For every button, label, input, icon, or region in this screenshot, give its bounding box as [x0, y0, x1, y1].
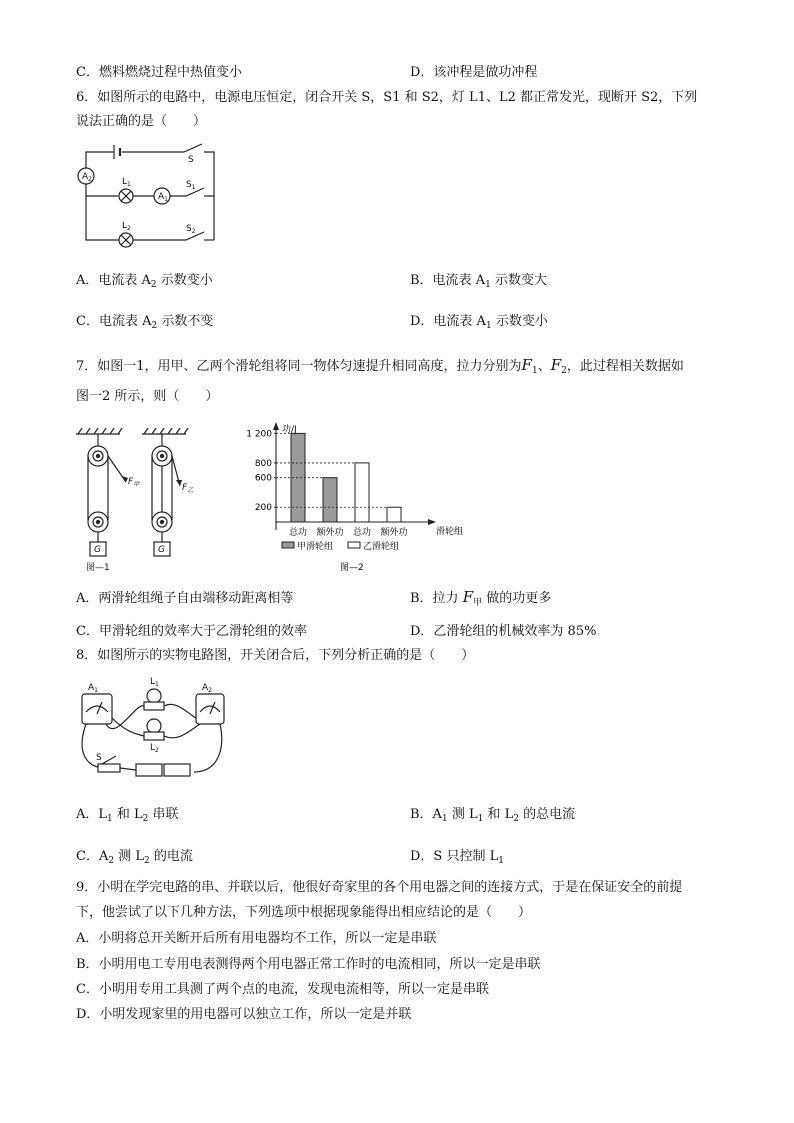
q6-fig-a1-label: $A_1$ [158, 192, 168, 203]
q8-stem: 8．如图所示的实物电路图，开关闭合后，下列分析正确的是（ ） [76, 648, 475, 663]
q6-option-a: A．电流表 $A_2$ 示数变小 [76, 273, 213, 290]
q6-stem-line2: 说法正确的是（ ） [76, 114, 207, 129]
chart-legend-swatch [348, 542, 360, 548]
chart-ytick-label: 1 200 [246, 429, 272, 440]
chart-legend-swatch [282, 542, 294, 548]
q5-option-c: C．燃料燃烧过程中热值变小 [76, 65, 242, 80]
chart-category-label: 额外功 [380, 528, 408, 538]
q8-fig-s-label: S [96, 753, 102, 763]
q6-fig-s1-label: $S_1$ [186, 180, 196, 191]
chart-category-label: 总功 [352, 528, 372, 538]
chart-legend-label: 甲滑轮组 [297, 542, 334, 552]
chart-xlabel: 滑轮组 [436, 527, 464, 537]
q8-option-a: A．$L_1$ 和 $L_2$ 串联 [76, 807, 179, 824]
chart-legend-label: 乙滑轮组 [363, 542, 400, 552]
q7-option-d: D．乙滑轮组的机械效率为 85% [410, 624, 597, 639]
q6-option-d: D．电流表 $A_1$ 示数变小 [410, 314, 548, 331]
q8-option-d: D．S 只控制 $L_1$ [410, 849, 504, 866]
q8-option-b: B．$A_1$ 测 $L_1$ 和 $L_2$ 的总电流 [410, 807, 576, 824]
q9-option-a: A．小明将总开关断开后所有用电器均不工作，所以一定是串联 [76, 931, 437, 946]
q5-option-d: D．该冲程是做功冲程 [410, 65, 538, 80]
chart-ytick-label: 200 [254, 503, 272, 514]
q7-pulley-figure [76, 424, 216, 574]
q6-circuit-diagram [76, 140, 226, 248]
chart-ytick-label: 600 [254, 473, 272, 484]
chart-bar [387, 507, 401, 522]
q8-fig-l2-label: $L_2$ [150, 743, 159, 754]
q6-option-b: B．电流表 $A_1$ 示数变大 [410, 273, 547, 290]
q6-fig-l2-label: $L_2$ [122, 221, 131, 232]
q7-work-bar-chart [236, 418, 486, 578]
q8-physical-circuit-figure [76, 672, 226, 784]
q6-fig-l1-label: $L_1$ [122, 177, 131, 188]
q6-fig-s2-label: $S_2$ [186, 224, 196, 235]
q9-stem-line1: 9．小明在学完电路的串、并联以后，他很好奇家里的各个用电器之间的连接方式，于是在保证安全的前提 [76, 880, 683, 895]
q9-option-b: B．小明用电工专用电表测得两个用电器正常工作时的电流相同，所以一定是串联 [76, 957, 541, 972]
q7-option-c: C．甲滑轮组的效率大于乙滑轮组的效率 [76, 624, 307, 639]
q8-fig-a1-label: $A_1$ [88, 683, 98, 694]
chart-ytick-label: 800 [254, 458, 272, 469]
q7-stem-line2: 图一2 所示，则（ ） [76, 389, 219, 404]
chart-bar [355, 463, 369, 522]
q8-option-c: C．$A_2$ 测 $L_2$ 的电流 [76, 849, 193, 866]
q7-fig-fjia-label: $F_甲$ [128, 477, 140, 488]
q6-fig-a2-label: $A_2$ [82, 172, 92, 183]
q8-fig-a2-label: $A_2$ [202, 683, 212, 694]
chart-ylabel: 功/J [282, 425, 297, 435]
q6-stem-line1: 6．如图所示的电路中，电源电压恒定，闭合开关 S，S1 和 S2，灯 L1、L2 都正常发光，现断开 S2，下列 [76, 90, 698, 105]
chart-caption: 图—2 [340, 563, 364, 573]
q7-fig1-caption: 图—1 [86, 563, 110, 573]
q9-option-c: C．小明用专用工具测了两个点的电流，发现电流相等，所以一定是串联 [76, 982, 489, 997]
q9-option-d: D．小明发现家里的用电器可以独立工作，所以一定是并联 [76, 1007, 412, 1022]
chart-category-label: 总功 [288, 528, 308, 538]
q7-fig-g1-label: G [94, 545, 101, 555]
q7-fig-fyi-label: $F_乙$ [182, 483, 194, 494]
chart-category-label: 额外功 [316, 528, 344, 538]
chart-bar [323, 478, 337, 522]
q6-fig-s-label: S [188, 155, 194, 165]
q9-stem-line2: 下，他尝试了以下几种方法，下列选项中根据现象能得出相应结论的是（ ） [76, 905, 532, 920]
q7-fig-g2-label: G [158, 545, 165, 555]
q7-stem-line1: 7．如图一1，用甲、乙两个滑轮组将同一物体匀速提升相同高度，拉力分别为$F_1$、$F_2$，此过程相关数据如 [76, 356, 684, 376]
q7-option-b: B．拉力 $F_甲$ 做的功更多 [410, 588, 552, 608]
q8-fig-l1-label: $L_1$ [150, 677, 159, 688]
q6-option-c: C．电流表 $A_2$ 示数不变 [76, 314, 214, 331]
q7-option-a: A．两滑轮组绳子自由端移动距离相等 [76, 591, 294, 606]
